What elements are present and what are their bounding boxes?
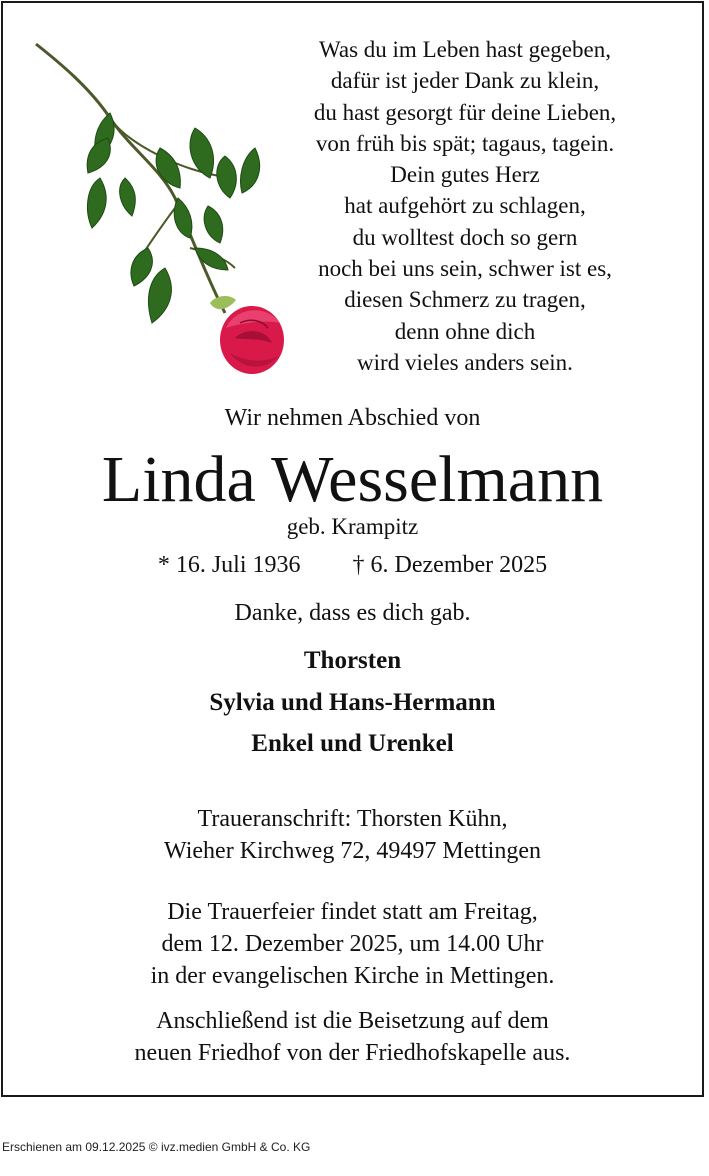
poem-line: du hast gesorgt für deine Lieben, xyxy=(313,99,617,125)
address-line: Traueranschrift: Thorsten Kühn, xyxy=(197,806,508,832)
ceremony-line: in der evangelischen Kirche in Mettingen. xyxy=(150,963,555,989)
family-member: Sylvia und Hans-Hermann xyxy=(209,688,496,716)
family-member: Enkel und Urenkel xyxy=(251,730,454,757)
poem-line: Was du im Leben hast gegeben, xyxy=(319,37,611,62)
family-list xyxy=(0,640,705,765)
death-date: † 6. Dezember 2025 xyxy=(352,552,548,578)
poem-line: wird vieles anders sein. xyxy=(357,349,573,375)
birth-date: * 16. Juli 1936 xyxy=(157,552,301,578)
deceased-name: Linda Wesselmann xyxy=(101,443,604,516)
maiden-name: geb. Krampitz xyxy=(286,514,419,539)
thanks-line: Danke, dass es dich gab. xyxy=(234,600,471,626)
life-dates xyxy=(0,552,705,579)
ceremony-info xyxy=(0,896,705,992)
burial-info xyxy=(0,1005,705,1069)
publication-footer: Erschienen am 09.12.2025 © ivz.medien GmbH & Co. KG xyxy=(2,1140,311,1154)
poem-line: du wolltest doch so gern xyxy=(352,224,578,250)
burial-line: Anschließend ist die Beisetzung auf dem xyxy=(156,1008,549,1034)
poem-line: noch bei uns sein, schwer ist es, xyxy=(318,256,612,282)
poem-line: Dein gutes Herz xyxy=(390,162,540,188)
burial-line: neuen Friedhof von der Friedhofskapelle aus. xyxy=(134,1040,571,1066)
family-member: Thorsten xyxy=(303,647,402,674)
poem-line: denn ohne dich xyxy=(394,318,536,344)
mourning-address xyxy=(0,803,705,867)
poem-line: hat aufgehört zu schlagen, xyxy=(344,193,586,219)
poem-line: diesen Schmerz zu tragen, xyxy=(344,287,586,313)
intro-text: Wir nehmen Abschied von xyxy=(224,405,481,431)
rose-illustration xyxy=(30,38,290,383)
poem-line: von früh bis spät; tagaus, tagein. xyxy=(315,130,615,156)
poem xyxy=(270,34,660,378)
ceremony-line: dem 12. Dezember 2025, um 14.00 Uhr xyxy=(161,931,544,957)
ceremony-line: Die Trauerfeier findet statt am Freitag, xyxy=(167,899,538,925)
address-line: Wieher Kirchweg 72, 49497 Mettingen xyxy=(164,838,541,864)
poem-line: dafür ist jeder Dank zu klein, xyxy=(330,68,600,94)
